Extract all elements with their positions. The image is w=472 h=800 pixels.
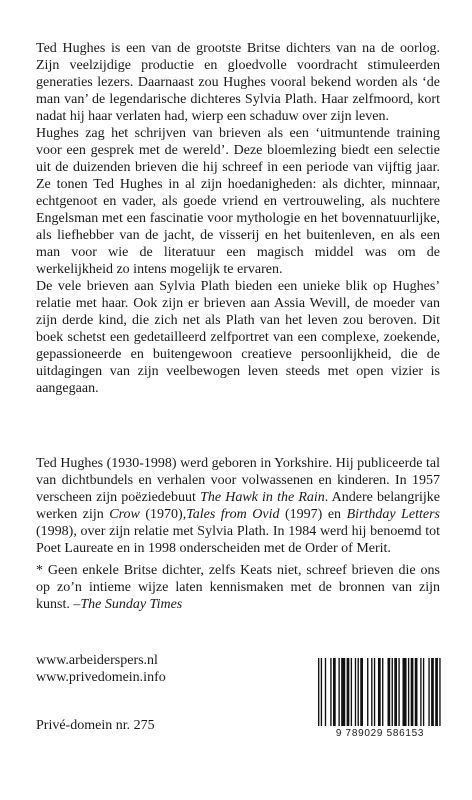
bio-text-4: (1997) en xyxy=(279,507,347,522)
author-bio-paragraph xyxy=(36,455,440,557)
bio-text-3: (1970), xyxy=(139,507,187,522)
series-number: Privé-domein nr. 275 xyxy=(36,718,155,733)
bio-text-1: Ted Hughes (1930-1998) werd geboren in Yorkshire. Hij publiceerde tal van dichtbundels en verhalen voor volwassenen en kinderen. In 1957 verscheen zijn poëziedebuut xyxy=(36,456,440,505)
isbn-barcode xyxy=(318,658,442,739)
intro-paragraph-3: De vele brieven aan Sylvia Plath bieden een unieke blik op Hughes’ relatie met haar. Ook zijn er brieven aan Assia Wevill, de moeder van zijn derde kind, die zich net als Plath van het leven zou beroven. Dit boek schetst een gedetailleerd zelfportret van een complexe, zoekende, gepassioneerde en buitengewoon creatieve persoonlijkheid, die de uitdagingen van zijn veelbewogen leven steeds met open vizier is aangegaan. xyxy=(36,279,440,396)
book-title-birthday-letters: Birthday Letters xyxy=(346,507,441,522)
intro-paragraph-1: Ted Hughes is een van de grootste Britse dichters van na de oorlog. Zijn veelzijdige productie en gloedvolle voordracht stimuleerden generaties lezers. Daarnaast zou Hughes vooral bekend worden als ‘de man van’ de legendarische dichteres Sylvia Plath. Haar zelfmoord, kort nadat hij haar verlaten had, wierp een schaduw over zijn leven. xyxy=(36,41,440,124)
bio-text-2: . Andere belangrijke werken zijn xyxy=(36,490,440,522)
book-title-ovid: Tales from Ovid xyxy=(186,507,280,522)
isbn-number: 9 789029 586153 xyxy=(335,728,425,739)
book-title-hawk: The Hawk in the Rain xyxy=(200,490,325,505)
publisher-url-arbeiderspers[interactable]: www.arbeiderspers.nl xyxy=(36,653,158,668)
intro-paragraph-2: Hughes zag het schrijven van brieven als een ‘uitmuntende training voor een gesprek met de wereld’. Deze bloemlezing biedt een selectie uit de duizenden brieven die hij schreef in een periode van vijftig jaar. Ze tonen Ted Hughes in al zijn hoedanigheden: als dichter, minnaar, echtgenoot en vader, als goede vriend en vertrouweling, als nuchtere Engelsman met een fascinatie voor mythologie en het bovennatuurlijke, als liefhebber van de jacht, de visserij en het buitenleven, en als een man voor wie de literatuur een magisch middel was om de werkelijkheid zo intens mogelijk te ervaren. xyxy=(36,126,440,277)
bio-text-5: (1998), over zijn relatie met Sylvia Plath. In 1984 werd hij benoemd tot Poet Laureate en in 1998 onderscheiden met de Order of Merit. xyxy=(36,524,440,556)
book-title-crow: Crow xyxy=(109,507,140,522)
quote-source: The Sunday Times xyxy=(80,597,183,612)
barcode-icon xyxy=(318,658,442,726)
review-quote-paragraph xyxy=(36,562,440,613)
quote-text: * Geen enkele Britse dichter, zelfs Keats niet, schreef brieven die ons op zo’n intieme wijze laten kennismaken met de bronnen van zijn kunst. – xyxy=(36,563,440,612)
review-quote xyxy=(36,562,440,613)
author-bio xyxy=(36,455,440,557)
publisher-url-privedomein[interactable]: www.privedomein.info xyxy=(36,670,166,685)
publisher-links xyxy=(36,652,166,686)
description-text xyxy=(36,40,440,397)
